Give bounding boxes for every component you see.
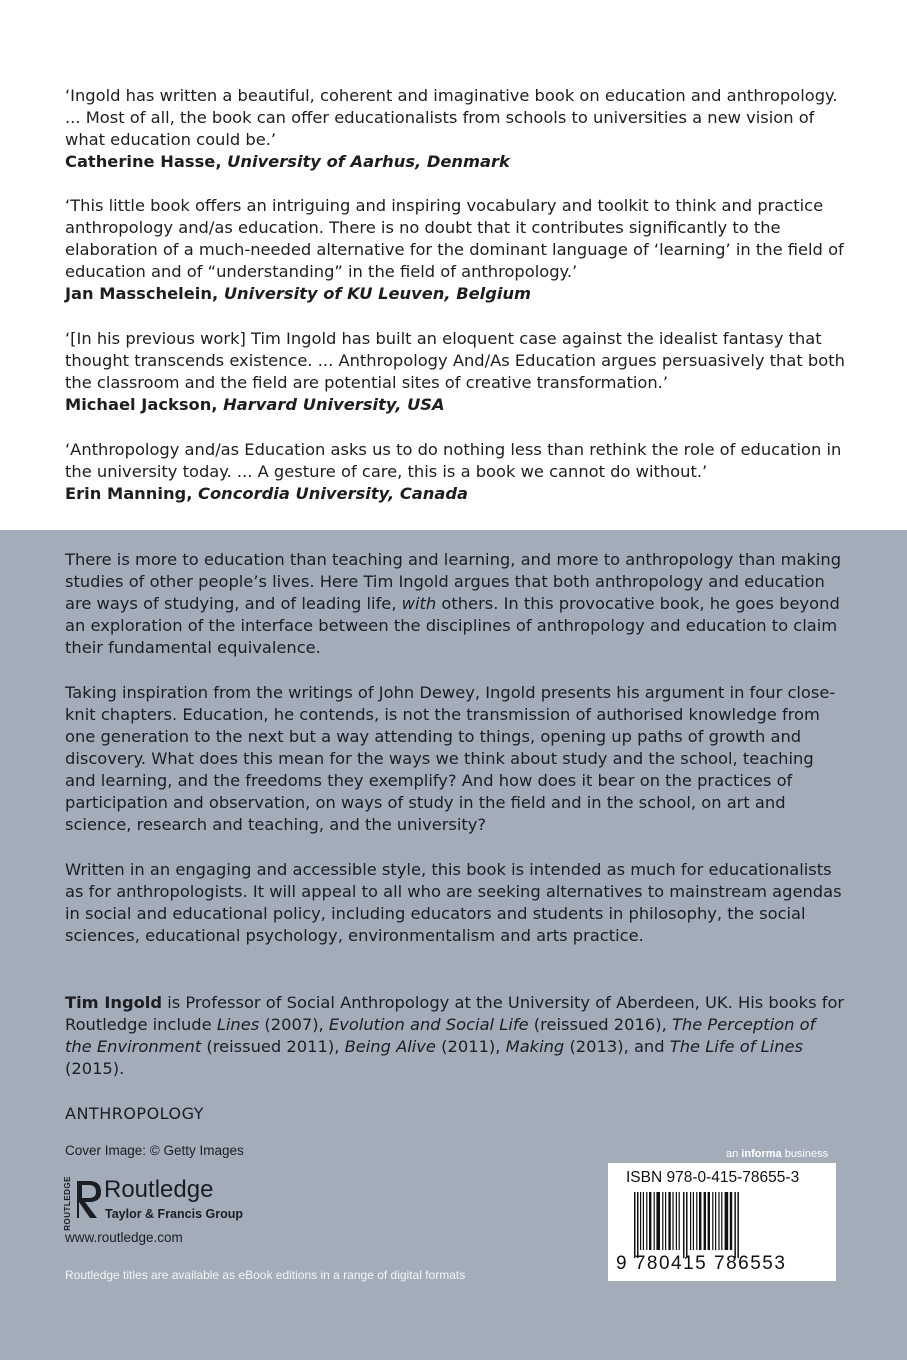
barcode-bar bbox=[665, 1192, 666, 1250]
review-affiliation: Concordia University, Canada bbox=[198, 484, 469, 503]
barcode-bar bbox=[734, 1192, 736, 1258]
barcode-bar bbox=[686, 1192, 688, 1258]
barcode-bar bbox=[654, 1192, 655, 1250]
barcode-bar bbox=[643, 1192, 644, 1250]
logo-side-text: ROUTLEDGE bbox=[63, 1176, 72, 1231]
isbn-barcode-box bbox=[608, 1163, 836, 1281]
review-quote: ‘[In his previous work] Tim Ingold has built an eloquent case against the idealist fantasy that thought transcends existence. ... Anthropology And/As Education argues persuasively that both the classroom and the field are potential sites of creative transformation.’ bbox=[65, 329, 845, 392]
barcode-bar bbox=[712, 1192, 713, 1250]
routledge-mark-icon bbox=[75, 1178, 103, 1220]
barcode-bar bbox=[662, 1192, 663, 1250]
review-1: ‘Ingold has written a beautiful, coherent and imaginative book on education and anthropology. ... Most of all, the book can offer educationalists from schools to universities a new vision of what education could be.’ Catherine Hasse, University of Aarhus, Denmark bbox=[65, 85, 845, 173]
barcode-bar bbox=[683, 1192, 685, 1258]
review-quote: ‘This little book offers an intriguing and inspiring vocabulary and toolkit to think and practice anthropology and/as education. There is no doubt that it contributes significantly to the elaboration of a much-needed alternative for the dominant language of ‘learning’ in the field of education and of “understanding” in the field of anthropology.’ bbox=[65, 196, 844, 281]
barcode-bar bbox=[708, 1192, 710, 1250]
barcode-bar bbox=[649, 1192, 651, 1250]
description-paragraph-2: Taking inspiration from the writings of John Dewey, Ingold presents his argument in four close-knit chapters. Education, he contends, is not the transmission of authorised knowledge from one generation to the next but a way attending to things, opening up paths of growth and discovery. What does this mean for the ways we think about study and the school, teaching and learning, and the freedoms they exemplify? And how does it bear on the practices of participation and observation, on ways of study in the field and in the school, on art and science, research and teaching, and the university? bbox=[65, 683, 836, 834]
cover-image-credit: Cover Image: © Getty Images bbox=[65, 1143, 244, 1158]
barcode-bar bbox=[672, 1192, 673, 1250]
barcode-bar bbox=[668, 1192, 670, 1250]
review-name: Erin Manning bbox=[65, 484, 187, 503]
barcode-bar bbox=[725, 1192, 729, 1250]
review-affiliation: University of KU Leuven, Belgium bbox=[223, 284, 532, 303]
barcode-bar bbox=[693, 1192, 694, 1250]
review-quote: ‘Anthropology and/as Education asks us to do nothing less than rethink the role of education in the university today. ... A gesture of care, this is a book we cannot do without.’ bbox=[65, 440, 842, 481]
publisher-group: Taylor & Francis Group bbox=[105, 1207, 243, 1221]
barcode-bar bbox=[715, 1192, 716, 1250]
review-name: Catherine Hasse bbox=[65, 152, 216, 171]
review-2: ‘This little book offers an intriguing and inspiring vocabulary and toolkit to think and practice anthropology and/as education. There is no doubt that it contributes significantly to the elaboration of a much-needed alternative for the dominant language of ‘learning’ in the field of education and of “understanding” in the field of anthropology.’ Jan Masschelein, University of KU Leuven, Belgium bbox=[65, 196, 844, 303]
barcode-bar bbox=[690, 1192, 691, 1250]
barcode-bar bbox=[699, 1192, 701, 1250]
informa-tagline: an informa business bbox=[726, 1148, 829, 1160]
review-3: ‘[In his previous work] Tim Ingold has built an eloquent case against the idealist fantasy that thought transcends existence. ... Anthropology And/As Education argues persuasively that both the classroom and the field are potential sites of creative transformation.’ Michael Jackson, Harvard University, USA bbox=[65, 329, 845, 414]
routledge-logo bbox=[63, 1176, 283, 1231]
subject-category: ANTHROPOLOGY bbox=[65, 1104, 204, 1123]
author-bio: Tim Ingold is Professor of Social Anthropology at the University of Aberdeen, UK. His books for Routledge include Lines (2007), Evolution and Social Life (reissued 2016), The Perception of the Environment (reissued 2011), Being Alive (2011), Making (2013), and The Life of Lines (2015). bbox=[65, 993, 845, 1078]
barcode-icon bbox=[632, 1192, 818, 1258]
barcode-bar bbox=[718, 1192, 719, 1250]
description-paragraph-1: There is more to education than teaching and learning, and more to anthropology than making studies of other people’s lives. Here Tim Ingold argues that both anthropology and education are ways of studying, and of leading life, with others. In this provocative book, he goes beyond an exploration of the interface between the disciplines of anthropology and education to claim their fundamental equivalence. bbox=[65, 550, 842, 657]
description-paragraph-3: Written in an engaging and accessible style, this book is intended as much for educationalists as for anthropologists. It will appeal to all who are seeking alternatives to mainstream agendas in social and educational policy, including educators and students in philosophy, the social sciences, educational psychology, environmentalism and arts practice. bbox=[65, 860, 842, 945]
review-affiliation: Harvard University, USA bbox=[223, 395, 445, 414]
barcode-bar bbox=[737, 1192, 739, 1258]
barcode-bar bbox=[637, 1192, 639, 1258]
barcode-bar bbox=[656, 1192, 660, 1250]
barcode-bar bbox=[721, 1192, 722, 1250]
ebook-note: Routledge titles are available as eBook editions in a range of digital formats bbox=[65, 1268, 466, 1282]
review-quote: ‘Ingold has written a beautiful, coherent and imaginative book on education and anthropology. ... Most of all, the book can offer educationalists from schools to universities a new vision of what education could be.’ bbox=[65, 86, 838, 149]
isbn-label: ISBN 978-0-415-78655-3 bbox=[626, 1169, 800, 1186]
barcode-bar bbox=[704, 1192, 706, 1250]
barcode-bar bbox=[696, 1192, 697, 1250]
barcode-bar bbox=[646, 1192, 647, 1250]
publisher-website[interactable]: www.routledge.com bbox=[65, 1230, 183, 1245]
barcode-digits: 9 780415 786553 bbox=[616, 1253, 787, 1274]
barcode-bar bbox=[634, 1192, 636, 1258]
publisher-name: Routledge bbox=[104, 1176, 214, 1203]
barcode-bar bbox=[730, 1192, 732, 1250]
review-affiliation: University of Aarhus, Denmark bbox=[227, 152, 510, 171]
review-name: Jan Masschelein bbox=[65, 284, 212, 303]
barcode-bar bbox=[640, 1192, 641, 1250]
barcode-bar bbox=[676, 1192, 677, 1250]
barcode-bar bbox=[679, 1192, 680, 1250]
author-name: Tim Ingold bbox=[65, 993, 163, 1012]
review-4: ‘Anthropology and/as Education asks us to do nothing less than rethink the role of education in the university today. ... A gesture of care, this is a book we cannot do without.’ Erin Manning, Concordia University, Canada bbox=[65, 439, 845, 505]
endorsements-section bbox=[0, 0, 907, 530]
review-name: Michael Jackson bbox=[65, 395, 212, 414]
